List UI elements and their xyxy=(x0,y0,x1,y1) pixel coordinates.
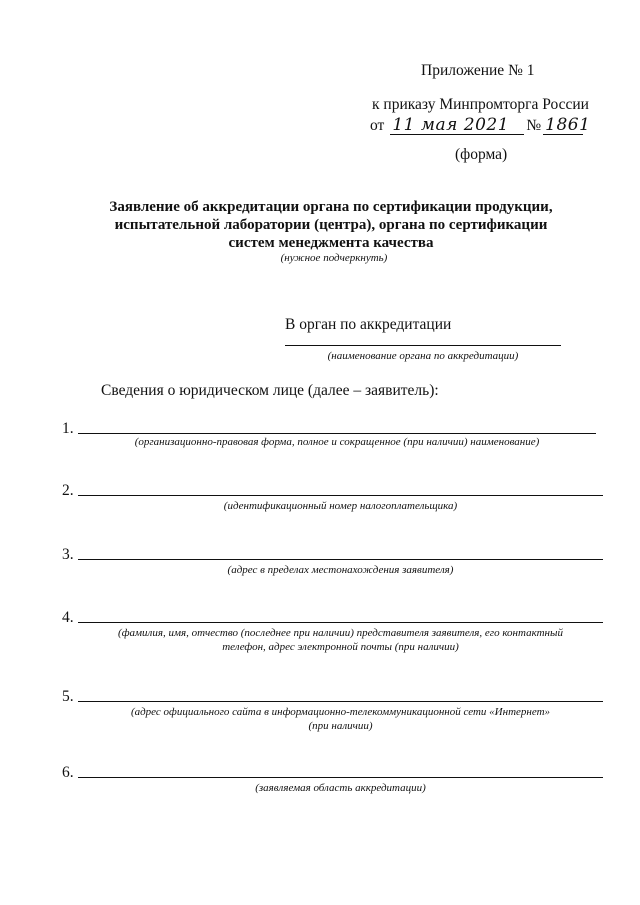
title-note: (нужное подчеркнуть) xyxy=(280,252,388,264)
order-date-line xyxy=(370,115,591,135)
field-1-number: 1. xyxy=(62,420,74,437)
field-6-input-line[interactable] xyxy=(78,777,603,778)
field-6-caption: (заявляемая область аккредитации) xyxy=(255,782,426,794)
date-prefix: от xyxy=(370,117,385,134)
number-sign: № xyxy=(526,117,542,134)
field-2-input-line[interactable] xyxy=(78,495,603,496)
appendix-label: Приложение № 1 xyxy=(421,62,535,79)
applicant-intro: Сведения о юридическом лице (далее – заявитель): xyxy=(101,382,439,399)
handwritten-date: 11 мая 2021 xyxy=(390,116,524,135)
order-reference: к приказу Минпромторга России xyxy=(372,96,589,113)
field-5-caption-line-2: (при наличии) xyxy=(308,720,373,732)
field-4-caption xyxy=(78,626,603,654)
authority-label: В орган по аккредитации xyxy=(285,316,452,333)
field-4-input-line[interactable] xyxy=(78,622,603,623)
field-3-caption: (адрес в пределах местонахождения заявителя) xyxy=(227,564,454,576)
authority-input-line[interactable] xyxy=(285,345,561,346)
field-1-caption: (организационно-правовая форма, полное и сокращенное (при наличии) наименование) xyxy=(134,436,540,448)
authority-caption: (наименование органа по аккредитации) xyxy=(327,350,519,362)
field-5-number: 5. xyxy=(62,688,74,705)
handwritten-number: 1861 xyxy=(545,115,591,135)
document-title xyxy=(0,198,640,252)
field-5-caption-line-1: (адрес официального сайта в информационно-телекоммуникационной сети «Интернет» xyxy=(130,706,551,718)
title-line-3: систем менеджмента качества xyxy=(228,235,434,251)
field-5-input-line[interactable] xyxy=(78,701,603,702)
form-label: (форма) xyxy=(455,146,508,163)
field-2-caption: (идентификационный номер налогоплательщика) xyxy=(223,500,458,512)
field-4-caption-line-2: телефон, адрес электронной почты (при наличии) xyxy=(222,641,459,653)
field-6-number: 6. xyxy=(62,764,74,781)
field-2-number: 2. xyxy=(62,482,74,499)
title-line-2: испытательной лаборатории (центра), органа по сертификации xyxy=(114,217,548,233)
field-3-number: 3. xyxy=(62,546,74,563)
field-5-caption xyxy=(78,705,603,733)
field-1-input-line[interactable] xyxy=(78,433,596,434)
field-4-caption-line-1: (фамилия, имя, отчество (последнее при наличии) представителя заявителя, его контактный xyxy=(118,627,563,639)
title-line-1: Заявление об аккредитации органа по сертификации продукции, xyxy=(109,199,553,215)
field-3-input-line[interactable] xyxy=(78,559,603,560)
field-4-number: 4. xyxy=(62,609,74,626)
